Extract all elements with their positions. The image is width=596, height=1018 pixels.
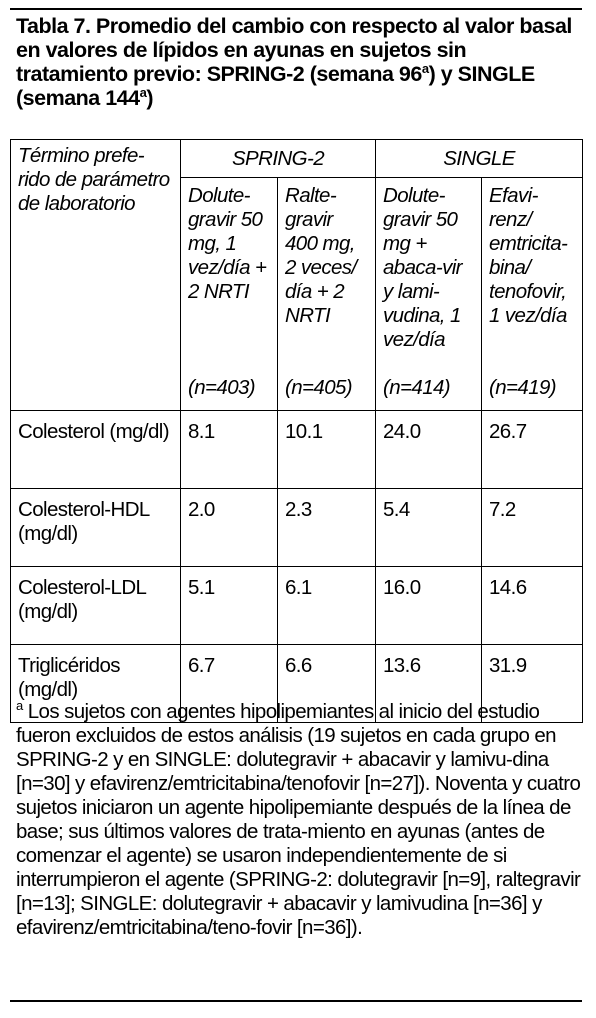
lipid-table: [10, 139, 583, 723]
table-cell: 26.7: [482, 411, 583, 489]
table-cell: 14.6: [482, 567, 583, 645]
table-cell: 10.1: [278, 411, 376, 489]
footnote: [16, 694, 582, 940]
term-header: Término prefe-rido de parámetro de laboratorio: [11, 140, 181, 411]
group-header-spring2: SPRING-2: [181, 140, 376, 178]
column-header: Ralte-gravir 400 mg, 2 veces/ día + 2 NRTI (n=405): [278, 178, 376, 411]
table-title: Tabla 7. Promedio del cambio con respecto al valor basal en valores de lípidos en ayunas en sujetos sin tratamiento previo: SPRING-2 (semana 96$^a$) y SINGLE (semana 144$^a$): [16, 14, 572, 110]
table-cell: 2.0: [181, 489, 278, 567]
footnote-marker: a: [16, 698, 23, 713]
table-cell: 6.6: [278, 645, 376, 723]
column-header: Efavi-renz/ emtricita-bina/ tenofovir, 1 vez/día (n=419): [482, 178, 583, 411]
table-cell: 13.6: [376, 645, 482, 723]
table-cell: 5.4: [376, 489, 482, 567]
table-cell: 8.1: [181, 411, 278, 489]
row-label: Colesterol-HDL (mg/dl): [11, 489, 181, 567]
table-cell: 7.2: [482, 489, 583, 567]
table-row: [11, 567, 583, 645]
column-header: Dolute-gravir 50 mg + abaca-vir y lami-vudina, 1 vez/día (n=414): [376, 178, 482, 411]
row-label: Colesterol (mg/dl): [11, 411, 181, 489]
table-cell: 16.0: [376, 567, 482, 645]
row-label: Triglicéridos (mg/dl): [11, 645, 181, 723]
column-header: Dolute-gravir 50 mg, 1 vez/día + 2 NRTI (n=403): [181, 178, 278, 411]
table-cell: 24.0: [376, 411, 482, 489]
table-cell: 6.7: [181, 645, 278, 723]
table-cell: 2.3: [278, 489, 376, 567]
row-label: Colesterol-LDL (mg/dl): [11, 567, 181, 645]
footnote-text: Los sujetos con agentes hipolipemiantes al inicio del estudio fueron excluidos de estos análisis (19 sujetos en cada grupo en SPRING-2 y en SINGLE: dolutegravir + abacavir y lamivu-dina [n=30] y efavirenz/emtricitabina/tenofovir [n=27]). Noventa y cuatro sujetos iniciaron un agente hipolipemiante después de la línea de base; sus últimos valores de trata-miento en ayunas (antes de comenzar el agente) se usaron independientemente de si interrumpieron el agente (SPRING-2: dolutegravir [n=9], raltegravir [n=13]; SINGLE: dolutegravir + abacavir y lamivudina [n=36] y efavirenz/emtricitabina/teno-fovir [n=36]).: [16, 699, 581, 939]
group-header-single: SINGLE: [376, 140, 583, 178]
table-row: [11, 411, 583, 489]
table-cell: 5.1: [181, 567, 278, 645]
table-cell: 6.1: [278, 567, 376, 645]
bottom-rule: [10, 1000, 582, 1002]
top-rule: [10, 8, 582, 10]
table-row: [11, 489, 583, 567]
table-cell: 31.9: [482, 645, 583, 723]
